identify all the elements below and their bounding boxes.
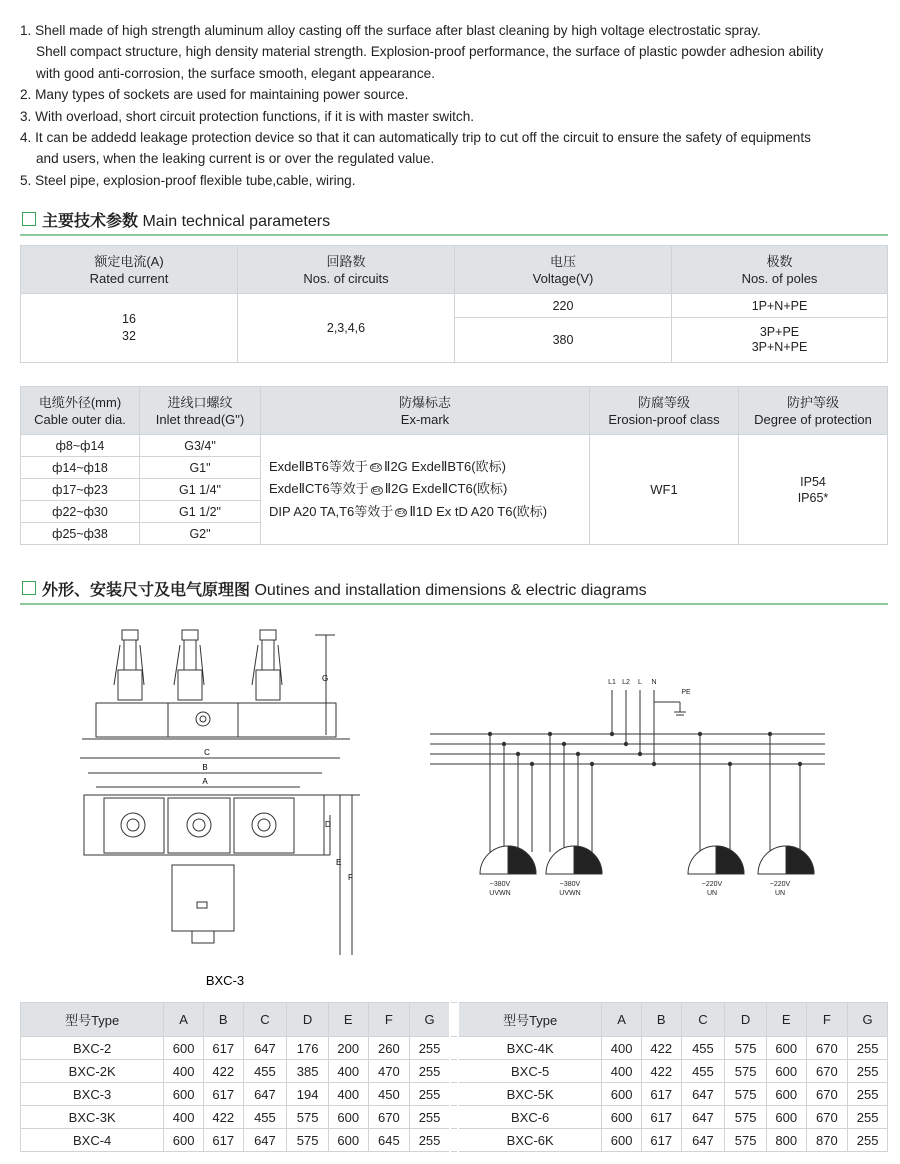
header-dim: B [641, 1003, 681, 1037]
cell-dimension: 575 [725, 1060, 767, 1083]
drawing-caption: BXC-3 [205, 973, 245, 988]
cell-dimension: 617 [203, 1037, 243, 1060]
table-row [21, 1106, 888, 1129]
cell-model: BXC-3 [21, 1083, 164, 1106]
header-dim: D [725, 1003, 767, 1037]
cell-dia: ф14~ф18 [21, 457, 140, 479]
header-dim: B [203, 1003, 243, 1037]
cell-dimension: 600 [328, 1106, 368, 1129]
cell-model: BXC-5K [458, 1083, 602, 1106]
cell-dimension: 400 [328, 1060, 368, 1083]
feature-1-cont: Shell compact structure, high density material strength. Explosion-proof performance, the surface of plastic powder adhesion ability [36, 44, 824, 60]
cell-dimension: 600 [602, 1083, 642, 1106]
cell-dimension: 255 [848, 1106, 888, 1129]
dim-label-g: G [322, 674, 329, 683]
header-type: 型号Type [21, 1003, 164, 1037]
header-dim: D [287, 1003, 329, 1037]
feature-1: 1. Shell made of high strength aluminum alloy casting off the surface after blast cleaning by high voltage electrostatic spray. [20, 23, 761, 38]
cell-dimension: 600 [766, 1037, 806, 1060]
cell-dimension: 470 [368, 1060, 410, 1083]
socket-symbol-icon [546, 846, 602, 874]
cell-thread: G3/4" [140, 435, 261, 457]
cell-dimension: 600 [602, 1129, 642, 1152]
cell-dimension: 255 [410, 1129, 450, 1152]
cell-model: BXC-4 [21, 1129, 164, 1152]
cell-dia: ф25~ф38 [21, 523, 140, 545]
cell-dimension: 575 [287, 1106, 329, 1129]
cell-model: BXC-2K [21, 1060, 164, 1083]
table-row [21, 1083, 888, 1106]
dimensions-table [20, 1002, 888, 1152]
socket-voltage-3: ~220V [701, 881, 723, 888]
cell-model: BXC-6K [458, 1129, 602, 1152]
header-dim: C [243, 1003, 287, 1037]
header-dim: E [328, 1003, 368, 1037]
cell-dimension: 670 [806, 1106, 848, 1129]
ex-symbol-icon: Ex [397, 508, 406, 516]
dim-label-e: E [336, 858, 342, 867]
dim-label-b: B [202, 763, 208, 772]
cell-dimension: 575 [287, 1129, 329, 1152]
feature-5: 5. Steel pipe, explosion-proof flexible tube,cable, wiring. [20, 172, 356, 188]
cell-dimension: 455 [243, 1106, 287, 1129]
cell-dimension: 422 [203, 1060, 243, 1083]
cell-voltage-220: 220 [455, 294, 672, 318]
header-dim: F [806, 1003, 848, 1037]
header-dim: G [848, 1003, 888, 1037]
cell-dimension: 670 [806, 1083, 848, 1106]
header-dim: A [164, 1003, 204, 1037]
cell-dia: ф8~ф14 [21, 435, 140, 457]
table-row [21, 1060, 888, 1083]
section-title-en: Main technical parameters [138, 213, 331, 230]
header-dim: F [368, 1003, 410, 1037]
intro-features [20, 20, 890, 191]
dim-label-c: C [204, 748, 210, 757]
socket-icon [114, 630, 144, 700]
socket-phases-4: UN [774, 890, 786, 897]
table-row [21, 1037, 888, 1060]
label-l2: L2 [622, 679, 630, 686]
feature-3: 3. With overload, short circuit protection functions, if it is with master switch. [20, 108, 475, 124]
header-dim: C [681, 1003, 725, 1037]
cell-dimension: 400 [602, 1037, 642, 1060]
cell-dimension: 617 [641, 1083, 681, 1106]
label-l: L [638, 679, 642, 686]
socket-icon [174, 630, 204, 700]
cell-dimension: 455 [243, 1060, 287, 1083]
cell-dimension: 575 [725, 1083, 767, 1106]
column-separator [450, 1060, 458, 1083]
section-title-cn: 主要技术参数 [42, 213, 139, 230]
cell-dimension: 647 [243, 1129, 287, 1152]
socket-voltage-1: ~380V [489, 881, 511, 888]
cell-dimension: 617 [203, 1129, 243, 1152]
cell-dimension: 600 [766, 1060, 806, 1083]
socket-voltage-4: ~220V [769, 881, 791, 888]
cell-dimension: 600 [766, 1106, 806, 1129]
electric-diagram [430, 672, 830, 912]
ex-symbol-icon: Ex [372, 486, 381, 494]
cell-dimension: 575 [725, 1106, 767, 1129]
socket-phases-3: UN [706, 890, 718, 897]
cell-dimension: 422 [203, 1106, 243, 1129]
socket-icon [252, 630, 282, 700]
feature-1-cont2: with good anti-corrosion, the surface smooth, elegant appearance. [36, 65, 435, 81]
cell-dimension: 200 [328, 1037, 368, 1060]
cell-ex-mark: ExdeⅡBT6等效于 Ex Ⅱ2G ExdeⅡBT6(欧标) ExdeⅡCT6等效于 Ex Ⅱ2G ExdeⅡCT6(欧标) DIP A20 TA,T6等效于 Ex Ⅱ1D Ex tD A20 T6(欧标) [261, 435, 590, 545]
section-title-en: Outines and installation dimensions & electric diagrams [250, 582, 647, 599]
cell-dimension: 647 [681, 1083, 725, 1106]
cell-dimension: 647 [681, 1106, 725, 1129]
header-erosion: 防腐等级 Erosion-proof class [590, 387, 739, 435]
ex-symbol-icon: Ex [371, 464, 381, 472]
cell-erosion: WF1 [590, 435, 739, 545]
cell-dimension: 422 [641, 1037, 681, 1060]
cell-dimension: 255 [848, 1083, 888, 1106]
cell-dimension: 255 [848, 1129, 888, 1152]
header-circuits: 回路数 Nos. of circuits [238, 246, 455, 294]
cell-dimension: 255 [410, 1037, 450, 1060]
socket-voltage-2: ~380V [559, 881, 581, 888]
dim-label-d: D [325, 820, 331, 829]
cell-dimension: 670 [806, 1037, 848, 1060]
cell-dimension: 422 [641, 1060, 681, 1083]
dim-label-f: F [348, 873, 353, 882]
cell-dimension: 455 [681, 1060, 725, 1083]
column-separator [450, 1106, 458, 1129]
cable-exmark-table [20, 386, 888, 545]
cell-dimension: 255 [410, 1060, 450, 1083]
cell-dimension: 600 [164, 1083, 204, 1106]
cell-dimension: 255 [410, 1083, 450, 1106]
feature-4-cont: and users, when the leaking current is or over the regulated value. [36, 151, 435, 167]
cell-protection: IP54 IP65* [739, 435, 888, 545]
cell-dimension: 400 [164, 1060, 204, 1083]
header-ex-mark: 防爆标志 Ex-mark [261, 387, 590, 435]
cell-dimension: 255 [848, 1037, 888, 1060]
socket-phases-1: UVWN [489, 890, 511, 897]
cell-dimension: 176 [287, 1037, 329, 1060]
header-poles: 极数 Nos. of poles [672, 246, 888, 294]
cell-model: BXC-5 [458, 1060, 602, 1083]
cell-dimension: 617 [641, 1106, 681, 1129]
column-separator [450, 1003, 458, 1037]
cell-dimension: 617 [203, 1083, 243, 1106]
dim-label-a: A [202, 777, 208, 786]
cell-dimension: 670 [806, 1060, 848, 1083]
cell-model: BXC-2 [21, 1037, 164, 1060]
cell-dimension: 255 [848, 1060, 888, 1083]
cell-dimension: 600 [602, 1106, 642, 1129]
header-protection: 防护等级 Degree of protection [739, 387, 888, 435]
cell-dimension: 647 [243, 1037, 287, 1060]
cell-dimension: 385 [287, 1060, 329, 1083]
dimensions-header-row [21, 1003, 888, 1037]
table-row [21, 1129, 888, 1152]
header-dim: G [410, 1003, 450, 1037]
cell-dimension: 617 [641, 1129, 681, 1152]
cell-dia: ф22~ф30 [21, 501, 140, 523]
cell-thread: G2" [140, 523, 261, 545]
cell-dia: ф17~ф23 [21, 479, 140, 501]
cell-dimension: 600 [328, 1129, 368, 1152]
cell-dimension: 600 [164, 1037, 204, 1060]
socket-symbol-icon [480, 846, 536, 874]
cell-model: BXC-4K [458, 1037, 602, 1060]
outline-drawing [60, 615, 380, 995]
cell-dimension: 870 [806, 1129, 848, 1152]
column-separator [450, 1129, 458, 1152]
socket-symbol-icon [688, 846, 744, 874]
cell-circuits: 2,3,4,6 [238, 294, 455, 363]
socket-symbol-icon [758, 846, 814, 874]
cell-dimension: 670 [368, 1106, 410, 1129]
section-title-cn: 外形、安装尺寸及电气原理图 [42, 582, 251, 599]
cell-current: 16 32 [21, 294, 238, 363]
cell-dimension: 400 [602, 1060, 642, 1083]
cell-dimension: 255 [410, 1106, 450, 1129]
cell-voltage-380: 380 [455, 318, 672, 363]
checkbox-square-icon [22, 212, 36, 226]
cell-dimension: 647 [243, 1083, 287, 1106]
header-dim: E [766, 1003, 806, 1037]
cell-thread: G1 1/2" [140, 501, 261, 523]
header-rated-current: 额定电流(A) Rated current [21, 246, 238, 294]
cell-poles-2: 3P+PE 3P+N+PE [672, 318, 888, 363]
header-cable-dia: 电缆外径(mm) Cable outer dia. [21, 387, 140, 435]
label-l1: L1 [608, 679, 616, 686]
cell-dimension: 575 [725, 1129, 767, 1152]
cell-poles-1: 1P+N+PE [672, 294, 888, 318]
column-separator [450, 1083, 458, 1106]
cell-dimension: 647 [681, 1129, 725, 1152]
cell-dimension: 455 [681, 1037, 725, 1060]
header-dim: A [602, 1003, 642, 1037]
cell-dimension: 645 [368, 1129, 410, 1152]
cell-thread: G1 1/4" [140, 479, 261, 501]
header-type: 型号Type [458, 1003, 602, 1037]
cell-dimension: 800 [766, 1129, 806, 1152]
cell-dimension: 600 [766, 1083, 806, 1106]
column-separator [450, 1037, 458, 1060]
cell-dimension: 400 [164, 1106, 204, 1129]
cell-dimension: 600 [164, 1129, 204, 1152]
feature-2: 2. Many types of sockets are used for maintaining power source. [20, 87, 409, 103]
cell-dimension: 575 [725, 1037, 767, 1060]
section-heading-parameters [20, 208, 888, 236]
header-inlet-thread: 进线口螺纹 Inlet thread(G") [140, 387, 261, 435]
cell-thread: G1" [140, 457, 261, 479]
cell-model: BXC-6 [458, 1106, 602, 1129]
cell-dimension: 400 [328, 1083, 368, 1106]
header-voltage: 电压 Voltage(V) [455, 246, 672, 294]
cell-dimension: 194 [287, 1083, 329, 1106]
cell-dimension: 450 [368, 1083, 410, 1106]
section-heading-dimensions [20, 577, 888, 605]
feature-4: 4. It can be addedd leakage protection device so that it can automatically trip to cut off the circuit to ensure the safety of equipments [20, 130, 811, 146]
cell-dimension: 260 [368, 1037, 410, 1060]
checkbox-square-icon [22, 581, 36, 595]
main-parameters-table [20, 245, 888, 363]
label-n: N [651, 679, 657, 686]
socket-phases-2: UVWN [559, 890, 581, 897]
cell-model: BXC-3K [21, 1106, 164, 1129]
label-pe: PE [681, 689, 691, 696]
